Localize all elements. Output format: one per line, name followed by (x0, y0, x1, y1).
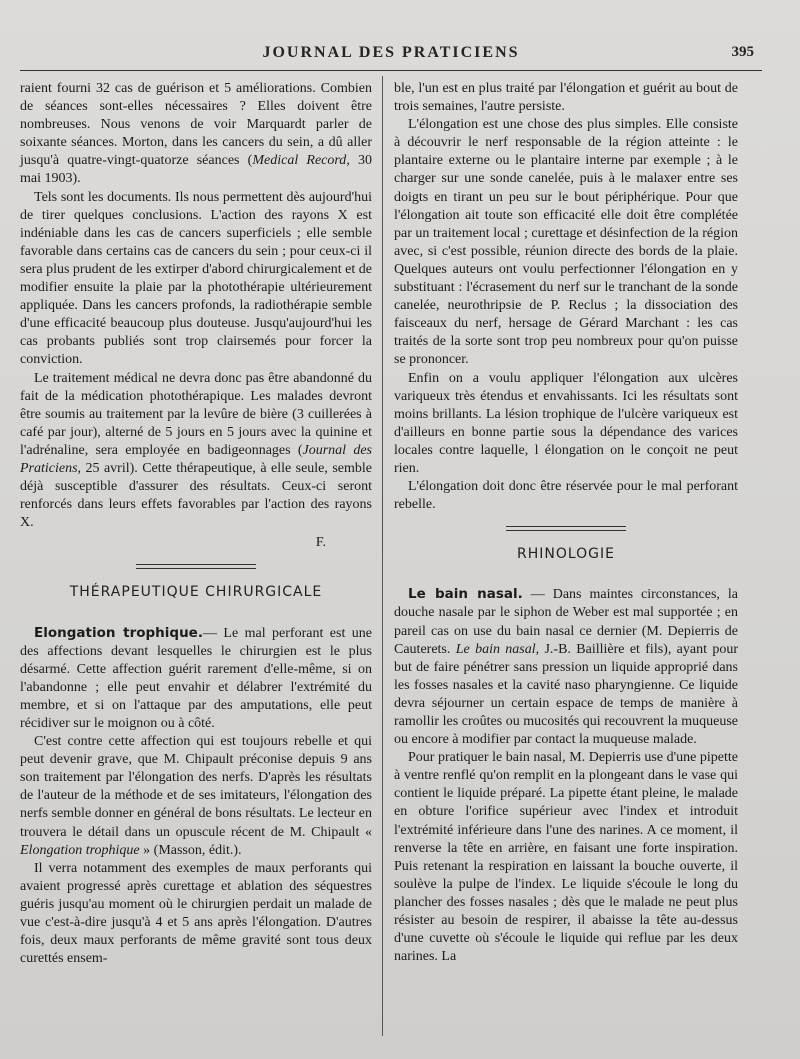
right-column (394, 80, 738, 966)
text-run: , 25 avril). Cette thérapeutique, à elle seule, semble déjà susceptible d'assurer des résultats. Ceux-ci seront renforcés dans leurs effets favorables par l'action des rayons X. (20, 460, 372, 531)
text-run: — Dans maintes circonstances, la douche nasale par le siphon de Weber est mal supportée ; en pareil cas on use du bain nasal ce dernier (M. Depierris de Cauterets. (394, 587, 739, 657)
page-header (20, 44, 762, 68)
text-run: raient fourni 32 cas de guérison et 5 améliorations. Combien de séances sont-elles nécessaires ? Elles doivent être nombreuses. Nous venons de voir Marquardt parler de soixante séances. Morton, dans les cancers du sein, a dû aller jusqu'à quatre-vingt-quatorze séances ( (20, 81, 372, 169)
paragraph: L'élongation est une chose des plus simples. Elle consiste à découvrir le nerf responsable de la région atteinte : le plantaire externe ou le plantaire interne par exemple ; à le charger sur une sonde canelée, puis à le malaxer entre ses doigts en tirant un peu sur le bout périphérique. Pour que l'élongation ait toute son efficacité elle doit être complétée par un traitement local ; curettage et désinfection de la région avec, si c'est possible, réunion directe des bords de la plaie. Quelques auteurs ont voulu perfectionner l'élongation en y substituant : l'écrasement du nerf sur le tranchant de la sonde canelée, neurothripsie de P. Reclus ; la dissociation des faisceaux du nerf, hersage de Gérard Marchant : les cas traités de la sorte sont trop peu nombreux pour qu'on puisse se prononcer. (394, 117, 738, 368)
paragraph: L'élongation doit donc être réservée pour le mal perforant rebelle. (394, 479, 738, 513)
citation: Medical Record (252, 153, 347, 169)
paragraph (20, 624, 372, 734)
running-title: JOURNAL DES PRATICIENS (262, 44, 520, 61)
column-divider (382, 76, 383, 1036)
section-rule (506, 526, 626, 531)
page-number: 395 (731, 44, 754, 60)
section-rule (136, 564, 256, 569)
paragraph: Tels sont les documents. Ils nous permettent dès aujourd'hui de tirer quelques conclusions. L'action des rayons X est indéniable dans les cas de cancers superficiels ; elle semble favorable dans certains cas de cancers du sein ; pour ceux-ci il sera plus prudent de les extirper d'abord chirurgicalement et de modifier ensuite la plaie par la photothérapie ultérieurement appliquée. Dans les cancers profonds, la radiothérapie semble d'une efficacité beaucoup plus douteuse. Jusqu'aujourd'hui les cas probants publiés sont trop clairsemés pour forcer la conviction. (20, 189, 372, 368)
paragraph: Il verra notamment des exemples de maux perforants qui avaient progressé après curettage et ablation des séquestres guéris jusqu'au moment où le chirurgien perdait un malade de vue c'est-à-dire jusqu'à 4 et 5 ans après l'élongation. D'autres fois, deux maux perforants de même gravité sont tous deux curettés ensem- (20, 860, 372, 967)
text-run: C'est contre cette affection qui est toujours rebelle et qui peut devenir grave, que M. Chipault préconise depuis 9 ans son traitement par l'élongation des nerfs. D'après les résultats de l'auteur de la méthode et de ses imitateurs, l'élongation des nerfs semble donner en général de bons résultats. Le lecteur en trouvera le détail dans un opuscule récent de M. Chipault « (20, 734, 372, 840)
citation: Journal des Praticiens (20, 442, 372, 476)
article-lead: Le bain nasal. (408, 586, 523, 603)
paragraph (20, 733, 372, 860)
paragraph: Pour pratiquer le bain nasal, M. Depierris use d'une pipette à ventre renflé qu'on remplit en la plongeant dans le vase qui contient le liquide préparé. La pipette étant pleine, le malade en obture l'orifice supérieur avec l'index et introduit l'extrémité inférieure dans l'une des narines. A ce moment, il renverse la tête en arrière, en faisant une forte inspiration. Puis retenant la respiration en laissant la bouche ouverte, il soulève la pulpe de l'index. Le liquide s'écoule le long du plancher des fosses nasales ; dès que le malade ne peut plus résister au besoin de respirer, il abaisse la tête au-dessus d'une cuvette où s'écoule le liquide qui reflue par les deux narines. La (394, 750, 738, 965)
text-run: , J.-B. Baillière et fils), ayant pour but de faire pénétrer sans pression un liquide approprié dans les fosses nasales et la cavité naso pharyngienne. Ce liquide devra séjourner un certain espace de temps de manière à ramollir les croûtes ou mucosités qui recouvrent la muqueuse ou encore à modifier par contact la muqueuse malade. (394, 641, 738, 748)
text-run: Le traitement médical ne devra donc pas être abandonné du fait de la médication photothérapique. Les malades devront être soumis au traitement par la levûre de bière (3 cuillerées à café par jour), alterné de 5 jours en 5 jours avec la quinine et l'adrénaline, sera employée en badigeonnages ( (20, 370, 372, 458)
paragraph (20, 370, 372, 533)
section-title: RHINOLOGIE (516, 546, 616, 563)
citation: Le bain nasal (455, 641, 536, 657)
text-run: , 30 mai 1903). (20, 153, 373, 187)
section-title: THÉRAPEUTIQUE CHIRURGICALE (69, 584, 323, 601)
text-run: » (Masson, édit.). (139, 842, 242, 858)
paragraph: Enfin on a voulu appliquer l'élongation aux ulcères variqueux très étendus et envahissants. Ici les résultats sont moins brillants. La lésion trophique de l'ulcère variqueux est d'ailleurs en bonne partie sous la dépendance des varices locales contre laquelle, l élongation on le conçoit ne peut rien. (394, 370, 738, 476)
paragraph (394, 585, 738, 749)
citation: Elongation trophique (20, 842, 140, 858)
left-column (20, 80, 372, 968)
paragraph: ble, l'un est en plus traité par l'élongation et guérit au bout de trois semaines, l'autre persiste. (394, 81, 738, 115)
text-run: — Le mal perforant est une des affections devant lesquelles le chirurgien est le plus désarmé. Cette affection guérit rarement d'elle-même, si on l'abandonne ; elle peut envahir et délabrer l'extrémité du membre, et si on l'attaque par des amputations, elle peut récidiver sur le moignon ou à côté. (20, 625, 372, 731)
author-signature: F. (315, 535, 326, 551)
article-lead: Elongation trophique. (34, 624, 203, 641)
header-rule (20, 70, 762, 71)
paragraph (20, 80, 372, 189)
